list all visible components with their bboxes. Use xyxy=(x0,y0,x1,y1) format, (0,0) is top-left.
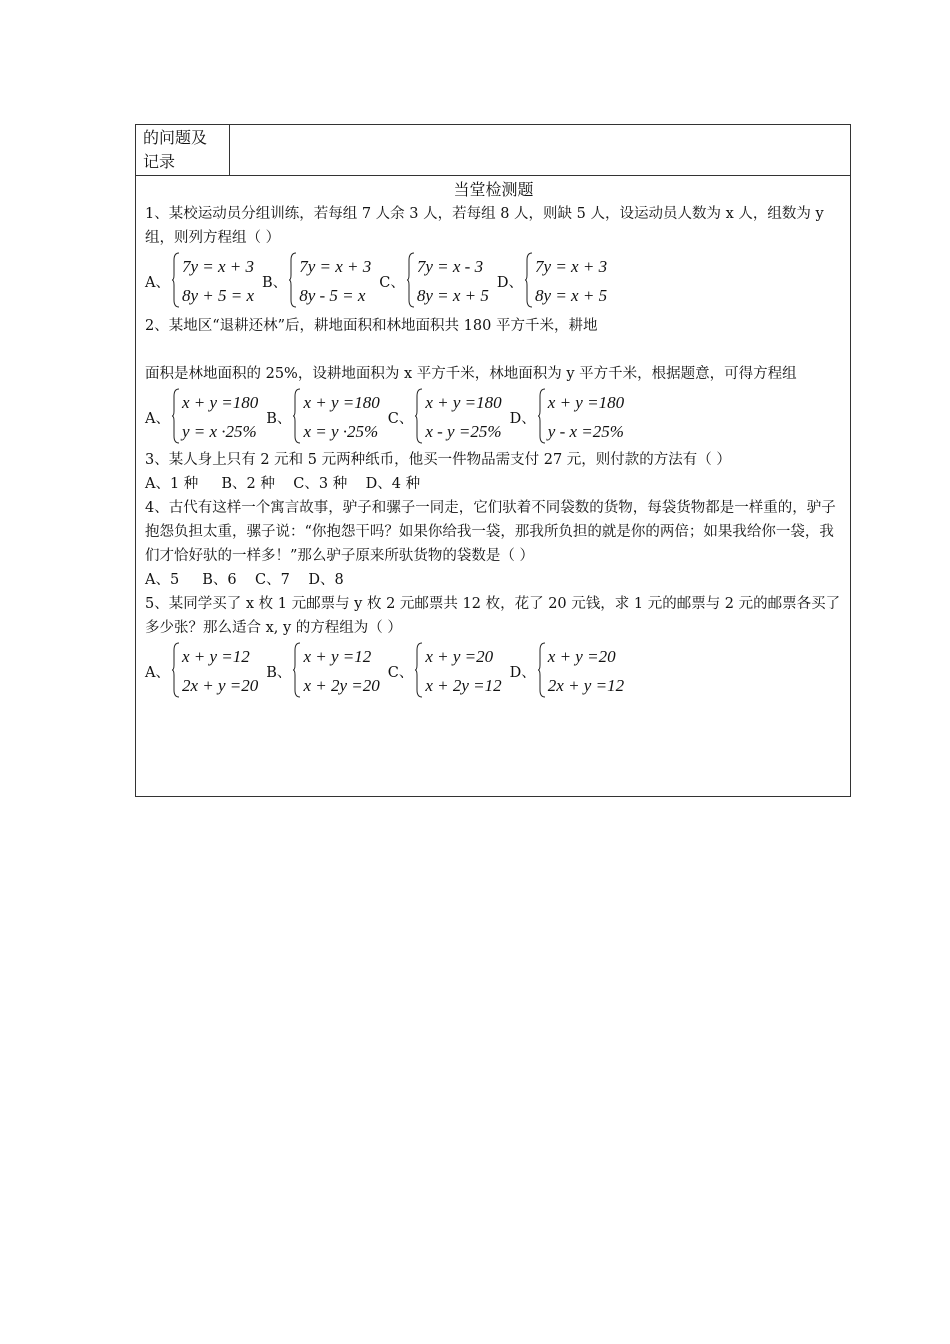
question-2-options xyxy=(145,386,842,448)
notes-label-line1: 的问题及 xyxy=(143,128,208,147)
quiz-content xyxy=(136,176,850,702)
q1-option-d: D、 7y = x + 3 8y = x + 5 xyxy=(497,252,615,310)
notes-label-line2: 记录 xyxy=(143,152,176,171)
q2-option-b: B、 x + y =180 x = y ·25% xyxy=(266,388,387,446)
question-3-text: 3、某人身上只有 2 元和 5 元两种纸币，他买一件物品需支付 27 元，则付款的方法有（ ） xyxy=(145,452,731,468)
q5-option-b: B、 x + y =12 x + 2y =20 xyxy=(266,642,387,700)
section-title: 当堂检测题 xyxy=(453,180,534,199)
q1-option-a: A、 7y = x + 3 8y + 5 = x xyxy=(145,252,262,310)
q5-option-c: C、 x + y =20 x + 2y =12 xyxy=(388,642,510,700)
question-2-text-rest: 面积是林地面积的 25%，设耕地面积为 x 平方千米，林地面积为 y 平方千米，根据题意，可得方程组 xyxy=(145,366,797,382)
q1-option-c: C、 7y = x - 3 8y = x + 5 xyxy=(379,252,497,310)
question-1-options xyxy=(145,250,842,312)
brace-icon xyxy=(538,388,546,444)
brace-icon xyxy=(407,252,415,308)
q2-option-a: A、 x + y =180 y = x ·25% xyxy=(145,388,266,446)
question-1-text: 1、某校运动员分组训练，若每组 7 人余 3 人，若每组 8 人，则缺 5 人，设运动员人数为 x 人，组数为 y 组，则列方程组（ ） xyxy=(145,206,824,246)
brace-icon xyxy=(293,388,301,444)
question-2-text-line1: 2、某地区“退耕还林”后，耕地面积和林地面积共 180 平方千米，耕地 xyxy=(145,318,598,334)
question-3-options: A、1 种 B、2 种 C、3 种 D、4 种 xyxy=(145,476,421,492)
q1-option-b: B、 7y = x + 3 8y - 5 = x xyxy=(262,252,379,310)
question-5-text: 5、某同学买了 x 枚 1 元邮票与 y 枚 2 元邮票共 12 枚，花了 20 元钱，求 1 元的邮票与 2 元的邮票各买了多少张？那么适合 x, y 的方程组为（ ） xyxy=(145,596,841,636)
q5-option-a: A、 x + y =12 2x + y =20 xyxy=(145,642,266,700)
q5-option-d: D、 x + y =20 2x + y =12 xyxy=(510,642,632,700)
brace-icon xyxy=(538,642,546,698)
question-4-text: 4、古代有这样一个寓言故事，驴子和骡子一同走，它们驮着不同袋数的货物，每袋货物都是一样重的，驴子抱怨负担太重，骡子说：“你抱怨干吗？如果你给我一袋，那我所负担的就是你的两倍；如果我给你一袋，我们才恰好驮的一样多！”那么驴子原来所驮货物的袋数是（ ） xyxy=(145,500,836,564)
brace-icon xyxy=(415,642,423,698)
brace-icon xyxy=(293,642,301,698)
brace-icon xyxy=(525,252,533,308)
brace-icon xyxy=(172,252,180,308)
q2-option-d: D、 x + y =180 y - x =25% xyxy=(510,388,632,446)
brace-icon xyxy=(172,642,180,698)
q2-option-c: C、 x + y =180 x - y =25% xyxy=(388,388,510,446)
worksheet-table xyxy=(135,124,851,797)
question-5-options xyxy=(145,640,842,702)
brace-icon xyxy=(172,388,180,444)
question-4-options: A、5 B、6 C、7 D、8 xyxy=(145,572,344,588)
notes-row xyxy=(136,125,850,176)
brace-icon xyxy=(289,252,297,308)
notes-label-cell xyxy=(136,125,230,175)
brace-icon xyxy=(415,388,423,444)
